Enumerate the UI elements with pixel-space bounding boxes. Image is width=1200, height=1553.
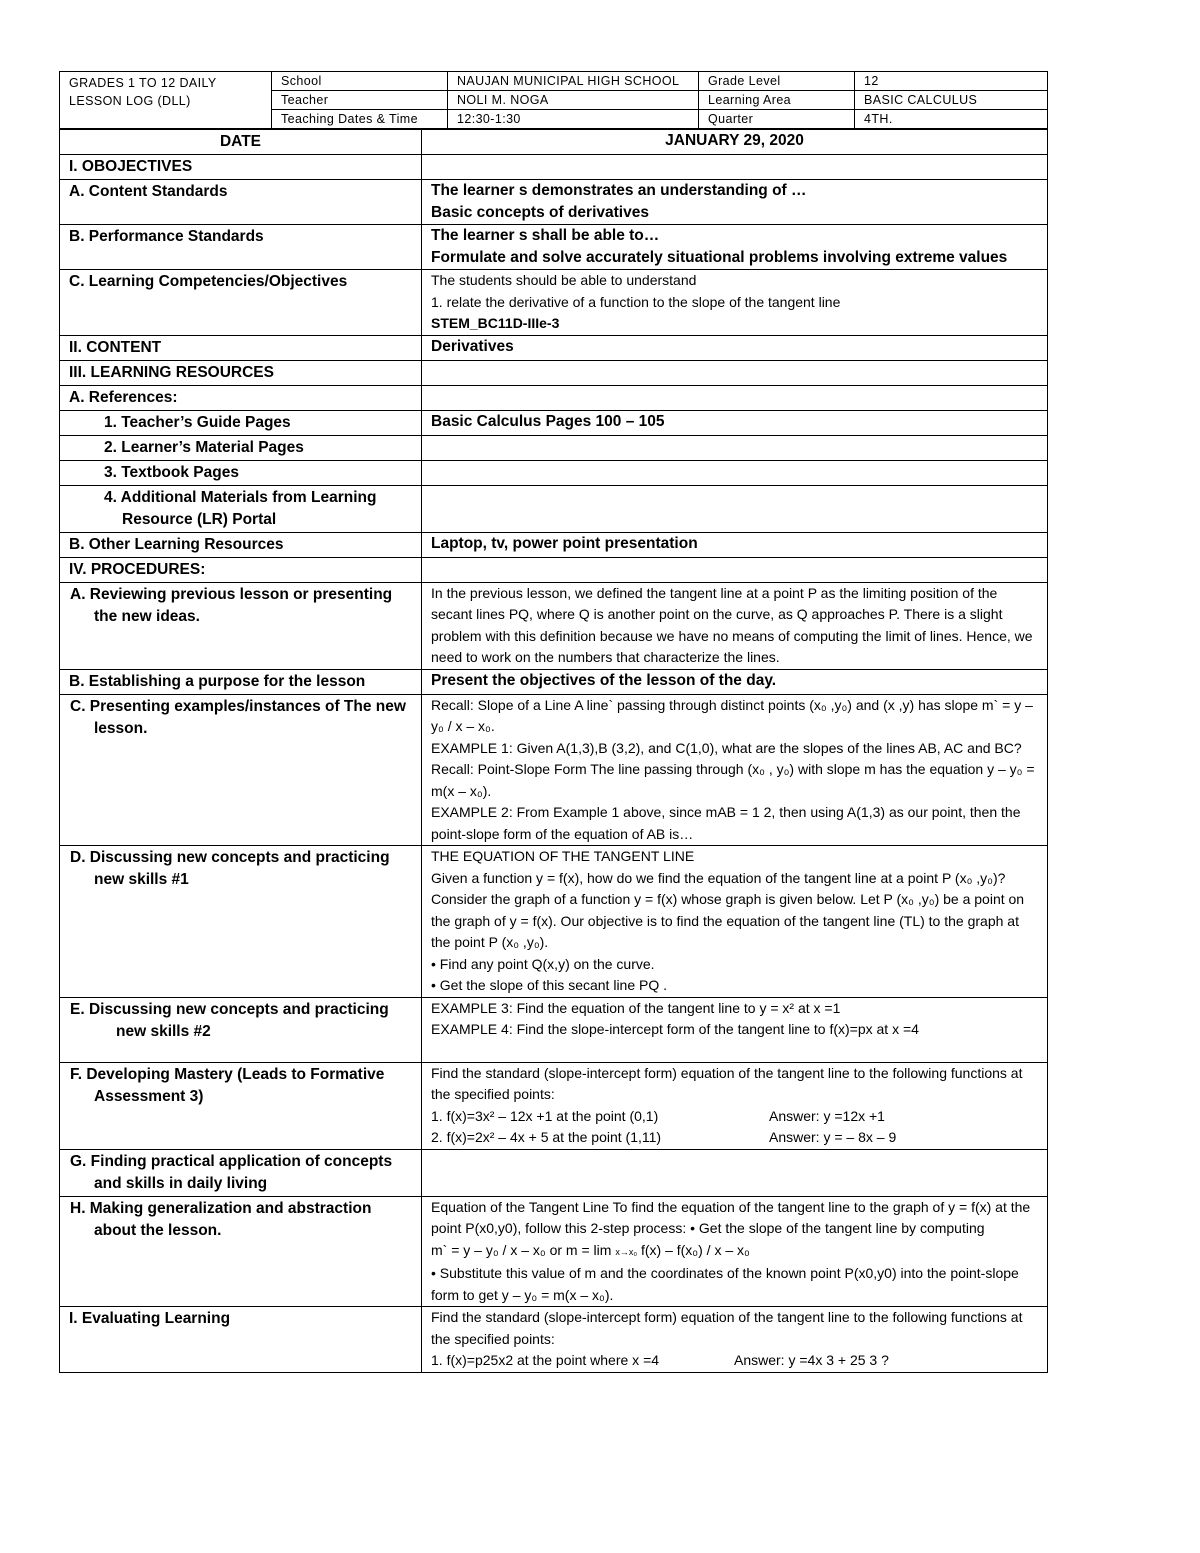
date-value: JANUARY 29, 2020 bbox=[422, 130, 1048, 155]
lesson-table bbox=[59, 129, 1048, 1373]
grade-level-label: Grade Level bbox=[699, 72, 855, 91]
quarter-label: Quarter bbox=[699, 110, 855, 129]
header-table bbox=[59, 71, 1048, 129]
content-standards-value: The learner s demonstrates an understanding of … Basic concepts of derivatives bbox=[422, 180, 1048, 225]
school-label: School bbox=[272, 72, 448, 91]
references-label: A. References: bbox=[60, 385, 422, 410]
performance-standards-label: B. Performance Standards bbox=[60, 225, 422, 270]
content-label: II. CONTENT bbox=[60, 335, 422, 360]
procedure-i-label: I. Evaluating Learning bbox=[60, 1307, 422, 1373]
procedures-heading: IV. PROCEDURES: bbox=[60, 557, 422, 582]
date-label: DATE bbox=[60, 130, 422, 155]
learners-material-value bbox=[422, 435, 1048, 460]
quarter-value: 4TH. bbox=[855, 110, 1048, 129]
teacher-label: Teacher bbox=[272, 91, 448, 110]
grade-level-value: 12 bbox=[855, 72, 1048, 91]
other-resources-label: B. Other Learning Resources bbox=[60, 532, 422, 557]
procedure-g-text bbox=[422, 1149, 1048, 1196]
textbook-label: 3. Textbook Pages bbox=[60, 460, 422, 485]
procedure-b-text: Present the objectives of the lesson of the day. bbox=[422, 669, 1048, 694]
procedure-b-label: B. Establishing a purpose for the lesson bbox=[60, 669, 422, 694]
dll-title: GRADES 1 TO 12 DAILY LESSON LOG (DLL) bbox=[60, 72, 272, 129]
competencies-label: C. Learning Competencies/Objectives bbox=[60, 270, 422, 336]
procedure-a-label: A. Reviewing previous lesson or presenting the new ideas. bbox=[60, 582, 422, 669]
additional-materials-value bbox=[422, 485, 1048, 532]
content-value: Derivatives bbox=[422, 335, 1048, 360]
competencies-value: The students should be able to understand 1. relate the derivative of a function to the slope of the tangent line STEM_BC11D-IIIe-3 bbox=[422, 270, 1048, 336]
procedure-d-label: D. Discussing new concepts and practicing new skills #1 bbox=[60, 846, 422, 998]
procedure-h-text: Equation of the Tangent Line To find the equation of the tangent line to the graph of y = f(x) at the point P(x0,y0), follow this 2-step process: • Get the slope of the tangent line by computing m` = y – y₀ / x – x₀ or m = lim x→x₀ f(x) – f(x₀) / x – x₀ • Substitute this value of m and the coordinates of the known point P(x0,y0) into the point-slope form to get y – y₀ = m(x – x₀). bbox=[422, 1196, 1048, 1307]
procedure-i-text: Find the standard (slope-intercept form) equation of the tangent line to the following functions at the specified points: 1. f(x)=p25x2 at the point where x =4 Answer: y =4x 3 + 25 3 ? bbox=[422, 1307, 1048, 1373]
performance-standards-value: The learner s shall be able to… Formulate and solve accurately situational problems involving extreme values bbox=[422, 225, 1048, 270]
resources-heading: III. LEARNING RESOURCES bbox=[60, 360, 422, 385]
procedure-c-text: Recall: Slope of a Line A line` passing through distinct points (x₀ ,y₀) and (x ,y) has slope m` = y – y₀ / x – x₀. EXAMPLE 1: Given A(1,3),B (3,2), and C(1,0), what are the slopes of the lines AB, AC and BC? Recall: Point-Slope Form The line passing through (x₀ , y₀) with slope m has the equation y – y₀ = m(x – x₀). EXAMPLE 2: From Example 1 above, since mAB = 1 2, then using A(1,3) as our point, then the point-slope form of the equation of AB is… bbox=[422, 694, 1048, 846]
lesson-log-document bbox=[59, 71, 1047, 1373]
textbook-value bbox=[422, 460, 1048, 485]
objectives-heading: I. OBOJECTIVES bbox=[60, 155, 422, 180]
procedure-d-text: THE EQUATION OF THE TANGENT LINE Given a function y = f(x), how do we find the equation of the tangent line at a point P (x₀ ,y₀)? Consider the graph of a function y = f(x) whose graph is given below. Let P (x₀ ,y₀) be a point on the graph of y = f(x). Our objective is to find the equation of the tangent line (TL) to the graph at the point P (x₀ ,y₀). • Find any point Q(x,y) on the curve. • Get the slope of this secant line PQ . bbox=[422, 846, 1048, 998]
teacher-value: NOLI M. NOGA bbox=[448, 91, 699, 110]
procedure-a-text: In the previous lesson, we defined the tangent line at a point P as the limiting position of the secant lines PQ, where Q is another point on the curve, as Q approaches P. There is a slight problem with this definition because we have no means of computing the limit of lines. Hence, we need to work on the numbers that characterize the lines. bbox=[422, 582, 1048, 669]
content-standards-label: A. Content Standards bbox=[60, 180, 422, 225]
teaching-dates-value: 12:30-1:30 bbox=[448, 110, 699, 129]
teachers-guide-label: 1. Teacher’s Guide Pages bbox=[60, 410, 422, 435]
procedure-e-label: E. Discussing new concepts and practicing new skills #2 bbox=[60, 997, 422, 1062]
other-resources-value: Laptop, tv, power point presentation bbox=[422, 532, 1048, 557]
learning-area-value: BASIC CALCULUS bbox=[855, 91, 1048, 110]
procedure-g-label: G. Finding practical application of concepts and skills in daily living bbox=[60, 1149, 422, 1196]
learning-area-label: Learning Area bbox=[699, 91, 855, 110]
additional-materials-label: 4. Additional Materials from Learning Resource (LR) Portal bbox=[60, 485, 422, 532]
learners-material-label: 2. Learner’s Material Pages bbox=[60, 435, 422, 460]
procedure-h-label: H. Making generalization and abstraction about the lesson. bbox=[60, 1196, 422, 1307]
procedure-f-label: F. Developing Mastery (Leads to Formative Assessment 3) bbox=[60, 1062, 422, 1149]
teachers-guide-value: Basic Calculus Pages 100 – 105 bbox=[422, 410, 1048, 435]
procedure-f-text: Find the standard (slope-intercept form) equation of the tangent line to the following functions at the specified points: 1. f(x)=3x² – 12x +1 at the point (0,1) Answer: y =12x +1 2. f(x)=2x² – 4x + 5 at the point (1,11) Answer: y = – 8x – 9 bbox=[422, 1062, 1048, 1149]
procedure-e-text: EXAMPLE 3: Find the equation of the tangent line to y = x² at x =1 EXAMPLE 4: Find the slope-intercept form of the tangent line to f(x)=px at x =4 bbox=[422, 997, 1048, 1062]
date-row bbox=[60, 130, 1048, 155]
procedure-c-label: C. Presenting examples/instances of The new lesson. bbox=[60, 694, 422, 846]
teaching-dates-label: Teaching Dates & Time bbox=[272, 110, 448, 129]
school-value: NAUJAN MUNICIPAL HIGH SCHOOL bbox=[448, 72, 699, 91]
